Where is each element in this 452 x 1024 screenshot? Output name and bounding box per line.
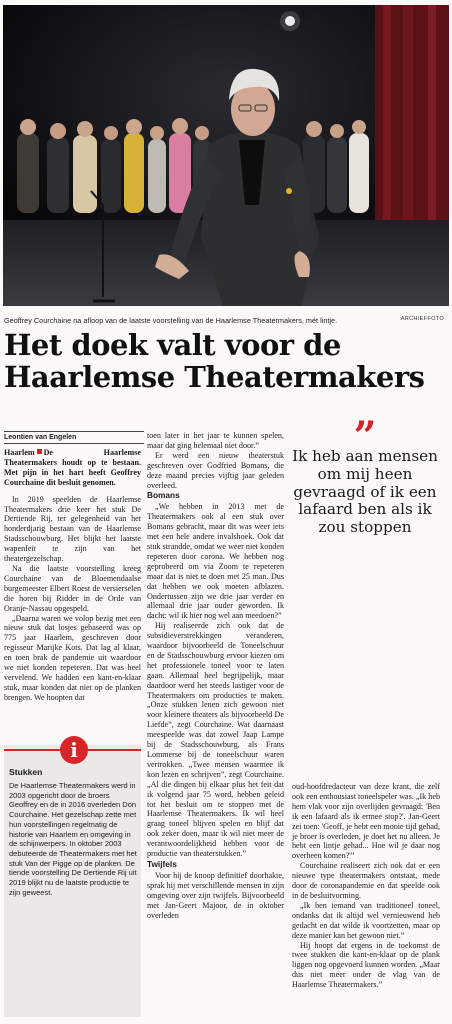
lead-text: De Haarlemse Theatermakers houdt op te bestaan. Met pijn in het hart heeft Geoffrey Courchaine dit besluit genomen. [4,448,141,487]
quote-mark-icon: ” [353,413,377,460]
paragraph: Hij hoopt dat ergens in de toekomst de twee stukken die kant-en-klaar op de plank liggen nog opgevoerd kunnen worden. „Maar dus niet meer onder de vlag van de Haarlemse Theatermakers.” [292,940,440,990]
paragraph: Hij realiseerde zich ook dat de subsidieverstrekkingen veranderen, waardoor bijvoorbeeld de Toneelschuur en de Stadsschouwburg ervoor kiezen om het professionele toneel voor te laten gaan. Allemaal heel begrijpelijk, maar daardoor werd het steeds lastiger voor de Theatermakers om producties te maken. „Onze stukken lenen zich gewoon niet voor kleinere theaters als bijvoorbeeld De Liefde”, zegt Courchaine. Wat daarnaast meespeelde was dat zowel Jaap Lampe bij de Stadsschouwburg, als Frans Lommerse bij de toneelschuur waren vertrokken. „Twee mensen waarmee ik kon lezen en schrijven”, zegt Courchaine. „Al die dingen bij elkaar plus het feit dat ik volgend jaar 75 word, hebben geleid tot het besluit om te stoppen met de Haarlemse Theatermakers. Ik wil heel graag toneel blijven spelen en blijf dat ook zeker doen, maar ik wil niet meer de verantwoordelijkheid hebben voor de productie van theaterstukken.” [147,621,284,859]
article-headline: Het doek valt voor de Haarlemse Theatermakers [4,328,425,394]
article-photo [3,5,449,306]
subheading-twijfels: Twijfels [147,858,177,869]
quote-text: Ik heb aan mensen om mij heen gevraagd of ik een lafaard ben als ik zou stoppen [292,447,438,537]
dateline: Haarlem [4,448,35,457]
pull-quote [290,413,440,592]
info-title: Stukken [9,767,43,777]
caption-text: Geoffrey Courchaine na afloop van de laatste voorstelling van de Haarlemse Theatermakers, mét lintje. [4,316,338,325]
paragraph: toen later in het jaar te kunnen spelen, maar dat ging helemaal niet door.” [147,431,284,450]
paragraph: „We hebben in 2013 met de Theatermakers ook al een stuk over Bomans gebracht, maar dit was weer iets met een hele andere invalshoek. Ook dat stuk strandde, omdat we weer niet konden repeteren door corona. We hebben nog geprobeerd om via Zoom te repeteren maar dat is niet te doen met 25 man. Dus dat hebben we ook moeten afblazen. Ondertussen zijn we drie jaar verder en allemaal drie jaar ouder geworden. Ik dacht: wil ik hier nog wel aan meedoen?” [147,502,284,621]
info-icon: i [60,736,88,764]
paragraph: „Ik ben iemand van traditioneel toneel, ondanks dat ik altijd wel vernieuwend heb gedacht en dat wilde ik voortzetten, maar op deze manier kan het gewoon niet.” [292,900,440,940]
paragraph: oud-hoofdredacteur van deze krant, die zelf ook een enthousiast toneelspeler was. „Ik heb hem vlak voor zijn overlijden gevraagd: 'Ben ik een lafaard als ik ermee stop?'. Jan-Geert zei toen: 'Geoff, je hebt een mooie tijd gehad, je broer is overleden, je doet het nu alleen. Je hebt een lintje gehad... Hoe wil je daar nog overheen komen?'” [292,782,440,861]
article-column-3 [292,782,440,990]
photo-credit: ARCHIEFFOTO [400,316,444,322]
paragraph: Na die laatste voorstelling kreeg Courchaine van de Bloemendaalse burgemeester Elbert Roest de versierselen die horen bij Ridder in de Orde van Oranje-Nassau opgespeld. [4,563,141,613]
paragraph: Voor hij de knoop definitief doorhakte, sprak hij met verschillende mensen in zijn omgeving over zijn twijfels. Bijvoorbeeld met Jan-Geert Majoor, de in oktober overleden [147,870,284,920]
paragraph: Courchaine realiseert zich ook dat er een nieuwe type theatermakers ontstaat, mede door de coronapandemie en dat speelde ook in de besluitvorming. [292,861,440,900]
photo-caption [4,316,450,325]
info-box [4,738,141,1017]
article-column-1 [4,448,141,703]
subheading-bomans: Bomans [147,490,180,501]
article-column-2 [147,431,284,920]
info-text: De Haarlemse Theatermakers werd in 2003 opgericht door de broers Geoffrey en de in 2016 overleden Don Courchaine. Het gezelschap zette met hun voorstellingen regelmatig de historie van Haarlem en omgeving in de schijnwerpers. In oktober 2003 debuteerde de Theatermakers met het stuk Van der Pigge op de planken. De tiende voorstelling De Dertiende Rij uit 2019 blijkt nu de laatste productie te zijn geweest. [9,781,137,897]
paragraph: „Daarna waren we volop bezig met een nieuw stuk dat losjes gebaseerd was op 775 jaar Haarlem, geschreven door regisseur Marijke Kots. Dat lag al klaar, en toen brak de pandemie uit waardoor we niet konden repeteren. Dat was heel vervelend. We hadden een kant-en-klaar stuk, maar konden dat niet op de planken brengen. We hoopten dat [4,613,141,702]
paragraph: Er werd een nieuw theaterstuk geschreven over Godfried Bomans, die deze maand precies vijftig jaar geleden overleed. [147,450,284,490]
dateline-marker [37,449,42,454]
lead-paragraph [4,448,141,488]
byline: Leontien van Engelen [4,431,144,444]
paragraph: In 2019 speelden de Haarlemse Theatermakers drie keer het stuk De Dertiende Rij, ter gelegenheid van het honderdjarig bestaan van de Haarlemse Stadsschouwburg. Het blijkt het laatste wapenfeit te zijn van het theatergezelschap. [4,494,141,564]
stage-photo [3,5,449,306]
